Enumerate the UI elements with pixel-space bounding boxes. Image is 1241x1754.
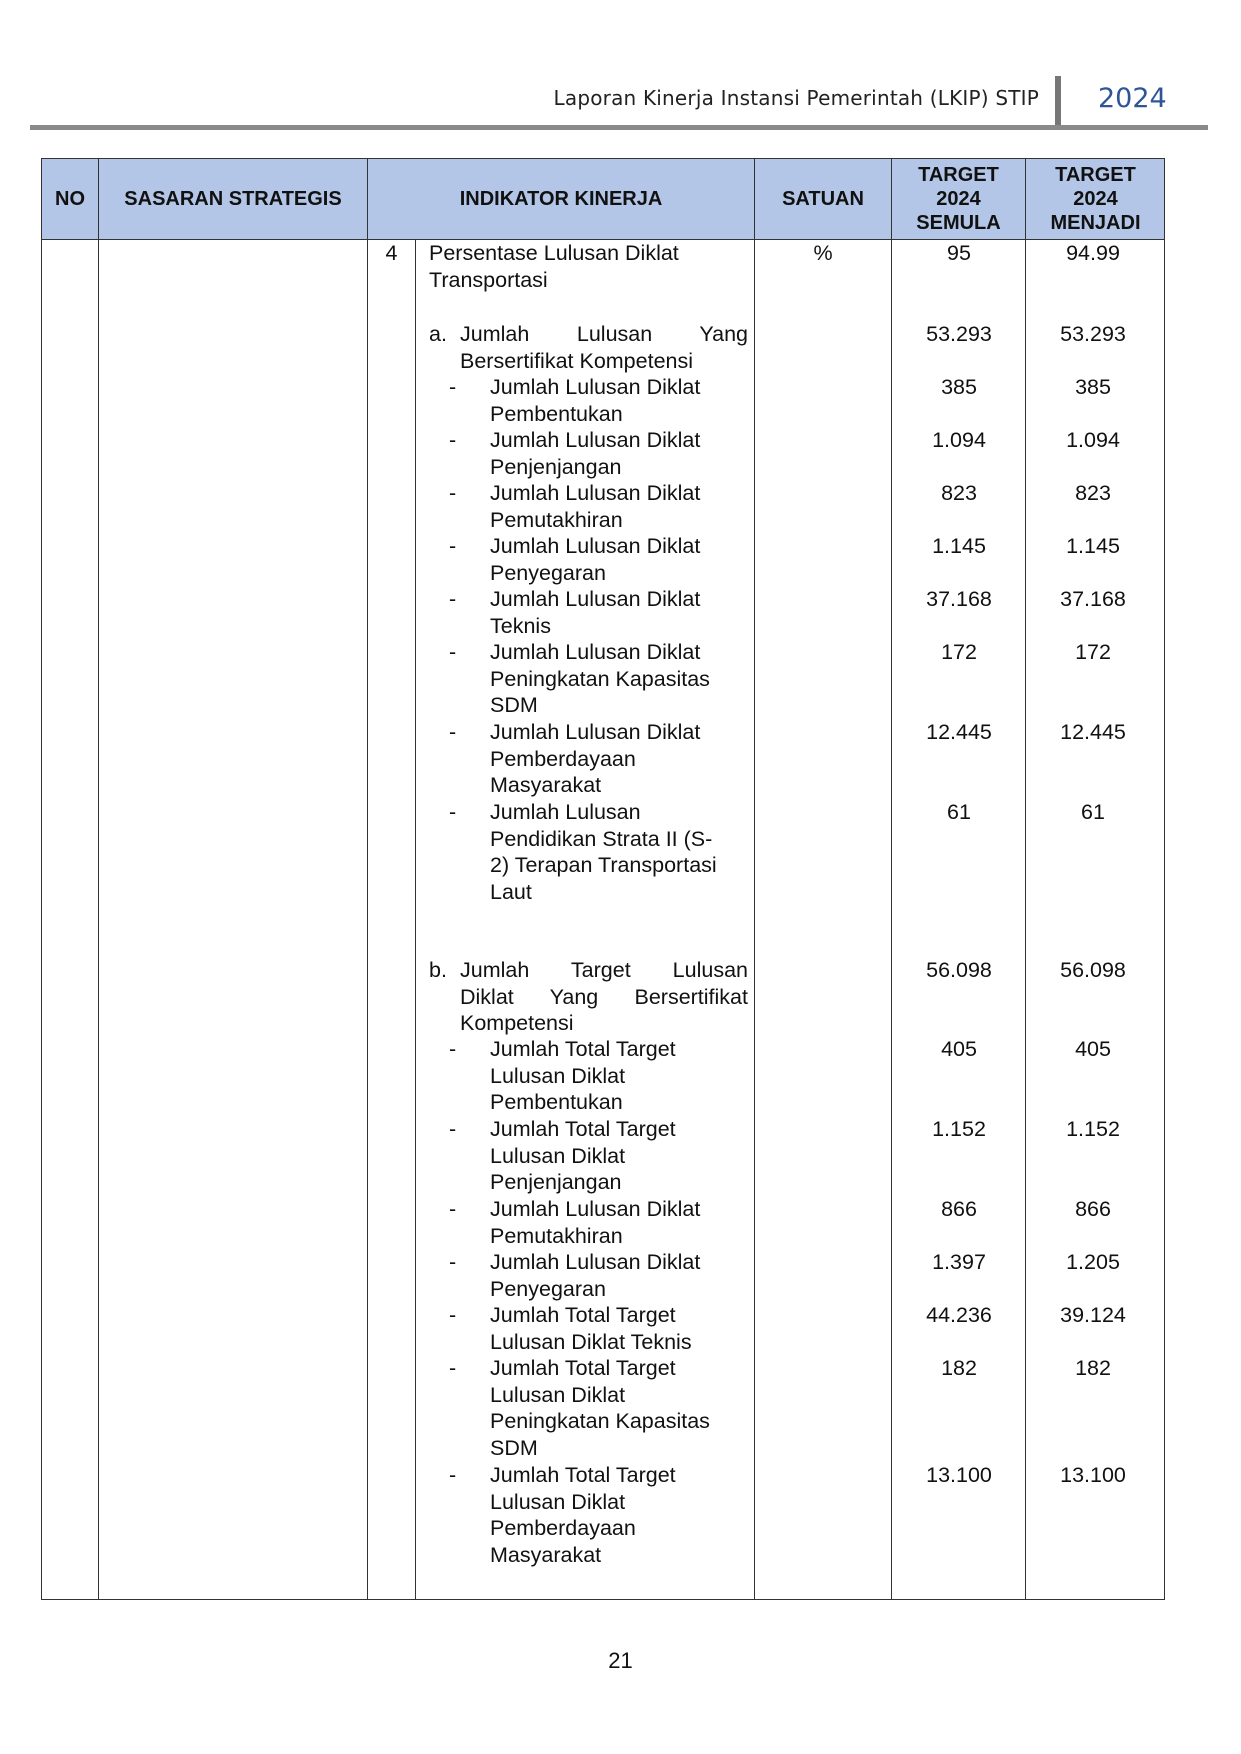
list-item-label-line: Peningkatan Kapasitas [490, 666, 710, 691]
list-item-label [490, 586, 752, 639]
header-satuan: SATUAN [782, 188, 864, 210]
list-item-semula: 866 [941, 1197, 977, 1221]
list-item-label-line: Jumlah Lulusan Diklat [490, 640, 701, 664]
list-item-label-line: Jumlah Lulusan Diklat [490, 1250, 701, 1274]
list-item-label-line: 2) Terapan Transportasi [490, 853, 717, 878]
list-item-label-line: Jumlah Lulusan Diklat [490, 481, 701, 505]
list-item-label-line: Jumlah Lulusan Diklat [490, 1197, 701, 1221]
list-item-semula: 182 [941, 1356, 977, 1380]
group-a-semula: 53.293 [926, 322, 992, 346]
list-item-label-line: Laut [490, 879, 532, 904]
list-item-label-line: Pendidikan Strata II (S- [490, 826, 713, 851]
list-item-label [490, 1196, 752, 1249]
header-target-semula-line: 2024 [936, 188, 981, 210]
list-item-semula: 1.152 [932, 1117, 986, 1141]
header-divider [1055, 76, 1061, 128]
list-item-semula: 12.445 [926, 720, 992, 744]
list-item-label-line: SDM [490, 1435, 538, 1460]
group-a-menjadi: 53.293 [1060, 322, 1126, 346]
list-item-menjadi: 39.124 [1060, 1303, 1126, 1327]
list-item-bullet: - [449, 1303, 457, 1327]
list-item-menjadi: 12.445 [1060, 720, 1126, 744]
list-item-label [490, 1036, 752, 1116]
list-item-label-line: Penjenjangan [490, 454, 622, 479]
indicator-title [429, 240, 749, 293]
list-item-label-line: Lulusan Diklat Teknis [490, 1329, 692, 1354]
list-item-semula: 405 [941, 1037, 977, 1061]
list-item-label [490, 480, 752, 533]
list-item-label [490, 799, 752, 905]
header-target-menjadi-line: MENJADI [1050, 212, 1141, 234]
header-target-menjadi-line: 2024 [1073, 188, 1118, 210]
header-year: 2024 [1098, 83, 1167, 114]
header-indikator-kinerja: INDIKATOR KINERJA [459, 188, 663, 210]
list-item-bullet: - [449, 534, 457, 558]
list-item-label [490, 374, 752, 427]
header-no: NO [55, 188, 85, 210]
list-item-semula: 1.094 [932, 428, 986, 452]
list-item-label [490, 427, 752, 480]
group-b-label [460, 957, 748, 1037]
list-item-label-line: Jumlah Total Target [490, 1303, 676, 1327]
list-item-label-line: Lulusan Diklat [490, 1063, 626, 1088]
indicator-title-line: Persentase Lulusan Diklat [429, 241, 679, 265]
header-target-menjadi [1026, 159, 1165, 239]
list-item-semula: 1.145 [932, 534, 986, 558]
header-title: Laporan Kinerja Instansi Pemerintah (LKIP) STIP [553, 86, 1039, 110]
list-item-label [490, 1302, 752, 1355]
list-item-menjadi: 182 [1075, 1356, 1111, 1380]
list-item-bullet: - [449, 1037, 457, 1061]
list-item-label-line: Penyegaran [490, 1276, 606, 1301]
list-item-semula: 61 [947, 800, 971, 824]
list-item-menjadi: 1.152 [1066, 1117, 1120, 1141]
list-item-menjadi: 61 [1081, 800, 1105, 824]
list-item-semula: 44.236 [926, 1303, 992, 1327]
list-item-label-line: Lulusan Diklat [490, 1382, 626, 1407]
target-menjadi-value: 94.99 [1066, 241, 1120, 265]
list-item-semula: 385 [941, 375, 977, 399]
list-item-label-line: Jumlah Total Target [490, 1356, 676, 1380]
list-item-label-line: Penyegaran [490, 560, 606, 585]
satuan-value: % [813, 241, 833, 265]
group-b-label-line: Kompetensi [460, 1011, 574, 1036]
column-divider [415, 239, 416, 1599]
header-target-semula-line: SEMULA [916, 212, 1001, 234]
header-target-menjadi-line: TARGET [1055, 164, 1136, 186]
list-item-bullet: - [449, 375, 457, 399]
group-a-label [460, 321, 748, 374]
list-item-bullet: - [449, 1250, 457, 1274]
list-item-menjadi: 405 [1075, 1037, 1111, 1061]
list-item-label-line: Teknis [490, 613, 551, 638]
list-item-label-line: Pemutakhiran [490, 507, 623, 532]
list-item-bullet: - [449, 800, 457, 824]
list-item-label-line: Pemutakhiran [490, 1223, 623, 1248]
list-item-bullet: - [449, 1356, 457, 1380]
page-number: 21 [608, 1648, 633, 1673]
list-item-label [490, 719, 752, 799]
list-item-semula: 13.100 [926, 1463, 992, 1487]
list-item-bullet: - [449, 587, 457, 611]
group-a-label-line: Bersertifikat Kompetensi [460, 348, 694, 373]
group-b-label-line: Jumlah Target Lulusan [460, 958, 748, 982]
list-item-label-line: Pemberdayaan [490, 1516, 636, 1541]
list-item-label-line: Penjenjangan [490, 1170, 622, 1195]
list-item-menjadi: 823 [1075, 481, 1111, 505]
list-item-menjadi: 866 [1075, 1197, 1111, 1221]
column-divider [98, 159, 99, 1599]
group-b-semula: 56.098 [926, 958, 992, 982]
header-rule [30, 125, 1208, 130]
list-item-semula: 172 [941, 640, 977, 664]
list-item-label-line: Jumlah Lulusan Diklat [490, 534, 701, 558]
column-divider [754, 159, 755, 1599]
list-item-label-line: Jumlah Total Target [490, 1463, 676, 1487]
list-item-semula: 37.168 [926, 587, 992, 611]
list-item-label-line: Lulusan Diklat [490, 1143, 626, 1168]
group-b-label-line: Diklat Yang Bersertifikat [460, 984, 748, 1009]
list-item-label-line: Pemberdayaan [490, 746, 636, 771]
header-target-semula-line: TARGET [918, 164, 999, 186]
list-item-label-line: Jumlah Lulusan Diklat [490, 428, 701, 452]
row-number: 4 [385, 241, 398, 265]
column-divider [367, 159, 368, 1599]
list-item-label [490, 639, 752, 719]
list-item-label-line: Jumlah Lulusan Diklat [490, 587, 701, 611]
list-item-label [490, 1355, 752, 1461]
indicator-title-line: Transportasi [429, 267, 548, 292]
list-item-label-line: Jumlah Lulusan Diklat [490, 375, 701, 399]
list-item-label-line: Jumlah Total Target [490, 1037, 676, 1061]
list-item-label-line: Masyarakat [490, 773, 602, 798]
list-item-menjadi: 37.168 [1060, 587, 1126, 611]
list-item-label [490, 1116, 752, 1196]
list-item-menjadi: 385 [1075, 375, 1111, 399]
list-item-semula: 823 [941, 481, 977, 505]
list-item-label-line: Peningkatan Kapasitas [490, 1409, 710, 1434]
list-item-label-line: Jumlah Total Target [490, 1117, 676, 1141]
group-b-marker: b. [429, 958, 447, 982]
list-item-label [490, 1462, 752, 1568]
list-item-label [490, 533, 752, 586]
performance-table [41, 158, 1165, 1600]
list-item-menjadi: 1.145 [1066, 534, 1120, 558]
list-item-bullet: - [449, 481, 457, 505]
list-item-label-line: SDM [490, 693, 538, 718]
list-item-semula: 1.397 [932, 1250, 986, 1274]
header-sasaran-strategis: SASARAN STRATEGIS [124, 188, 342, 210]
list-item-label-line: Lulusan Diklat [490, 1489, 626, 1514]
group-a-label-line: Jumlah Lulusan Yang [460, 322, 748, 346]
target-semula-value: 95 [947, 241, 971, 265]
list-item-label-line: Jumlah Lulusan [490, 800, 641, 824]
list-item-menjadi: 1.094 [1066, 428, 1120, 452]
list-item-menjadi: 1.205 [1066, 1250, 1120, 1274]
list-item-bullet: - [449, 1463, 457, 1487]
list-item-bullet: - [449, 1117, 457, 1141]
list-item-label-line: Pembentukan [490, 1090, 623, 1115]
list-item-menjadi: 13.100 [1060, 1463, 1126, 1487]
list-item-bullet: - [449, 1197, 457, 1221]
list-item-label-line: Masyarakat [490, 1542, 602, 1567]
list-item-label [490, 1249, 752, 1302]
list-item-bullet: - [449, 720, 457, 744]
group-a-marker: a. [429, 322, 447, 346]
group-b-menjadi: 56.098 [1060, 958, 1126, 982]
list-item-bullet: - [449, 428, 457, 452]
list-item-label-line: Pembentukan [490, 401, 623, 426]
header-target-semula [892, 159, 1025, 239]
list-item-menjadi: 172 [1075, 640, 1111, 664]
list-item-bullet: - [449, 640, 457, 664]
list-item-label-line: Jumlah Lulusan Diklat [490, 720, 701, 744]
